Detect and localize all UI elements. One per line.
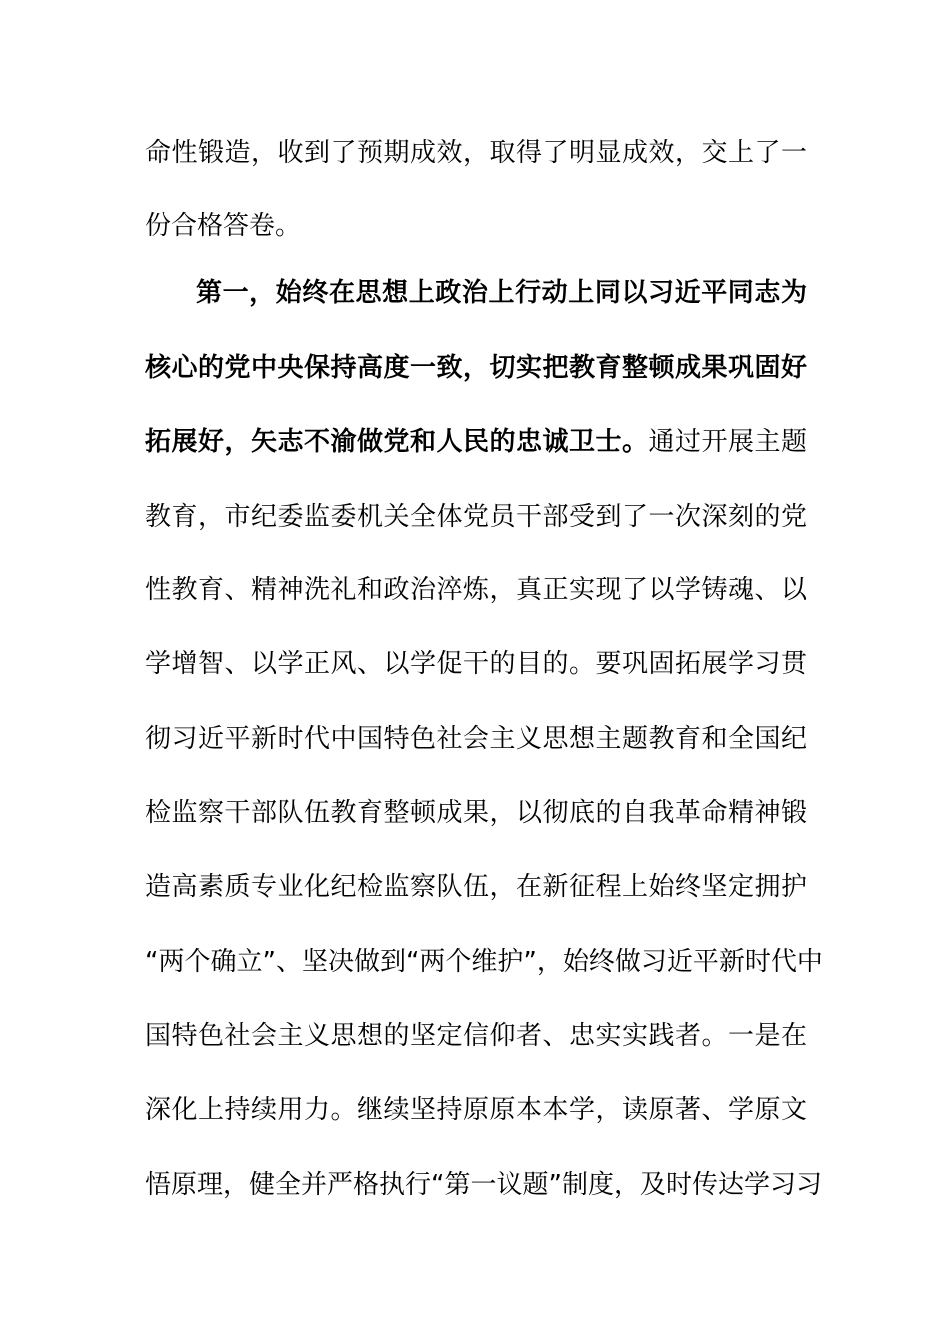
paragraph-line: 份合格答卷。: [145, 211, 302, 241]
paragraph-line: 深化上持续用力。继续坚持原原本本学，读原著、学原文: [145, 1095, 807, 1125]
paragraph-line: 国特色社会主义思想的坚定信仰者、忠实实践者。一是在: [145, 1021, 807, 1051]
paragraph-line: 悟原理，健全并严格执行“第一议题”制度，及时传达学习习: [145, 1170, 822, 1200]
section-heading-tail: 拓展好，矢志不渝做党和人民的忠诚卫士。: [145, 427, 649, 457]
paragraph-line: 检监察干部队伍教育整顿成果，以彻底的自我革命精神锻: [145, 798, 807, 828]
paragraph-line: “两个确立”、坚决做到“两个维护”，始终做习近平新时代中: [145, 947, 823, 977]
paragraph-line: 学增智、以学正风、以学促干的目的。要巩固拓展学习贯: [145, 649, 807, 679]
paragraph-line: 命性锻造，收到了预期成效，取得了明显成效，交上了一: [145, 138, 807, 168]
paragraph-line: 性教育、精神洗礼和政治淬炼，真正实现了以学铸魂、以: [145, 575, 807, 605]
paragraph-line: 彻习近平新时代中国特色社会主义思想主题教育和全国纪: [145, 724, 807, 754]
paragraph-line: 造高素质专业化纪检监察队伍，在新征程上始终坚定拥护: [145, 872, 807, 902]
section-heading-line: 核心的党中央保持高度一致，切实把教育整顿成果巩固好: [145, 353, 807, 383]
section-heading-line: 第一，始终在思想上政治上行动上同以习近平同志为: [196, 278, 807, 308]
paragraph-line: 教育，市纪委监委机关全体党员干部受到了一次深刻的党: [145, 502, 807, 532]
mixed-line: [145, 422, 807, 462]
paragraph-text: 通过开展主题: [648, 427, 807, 457]
